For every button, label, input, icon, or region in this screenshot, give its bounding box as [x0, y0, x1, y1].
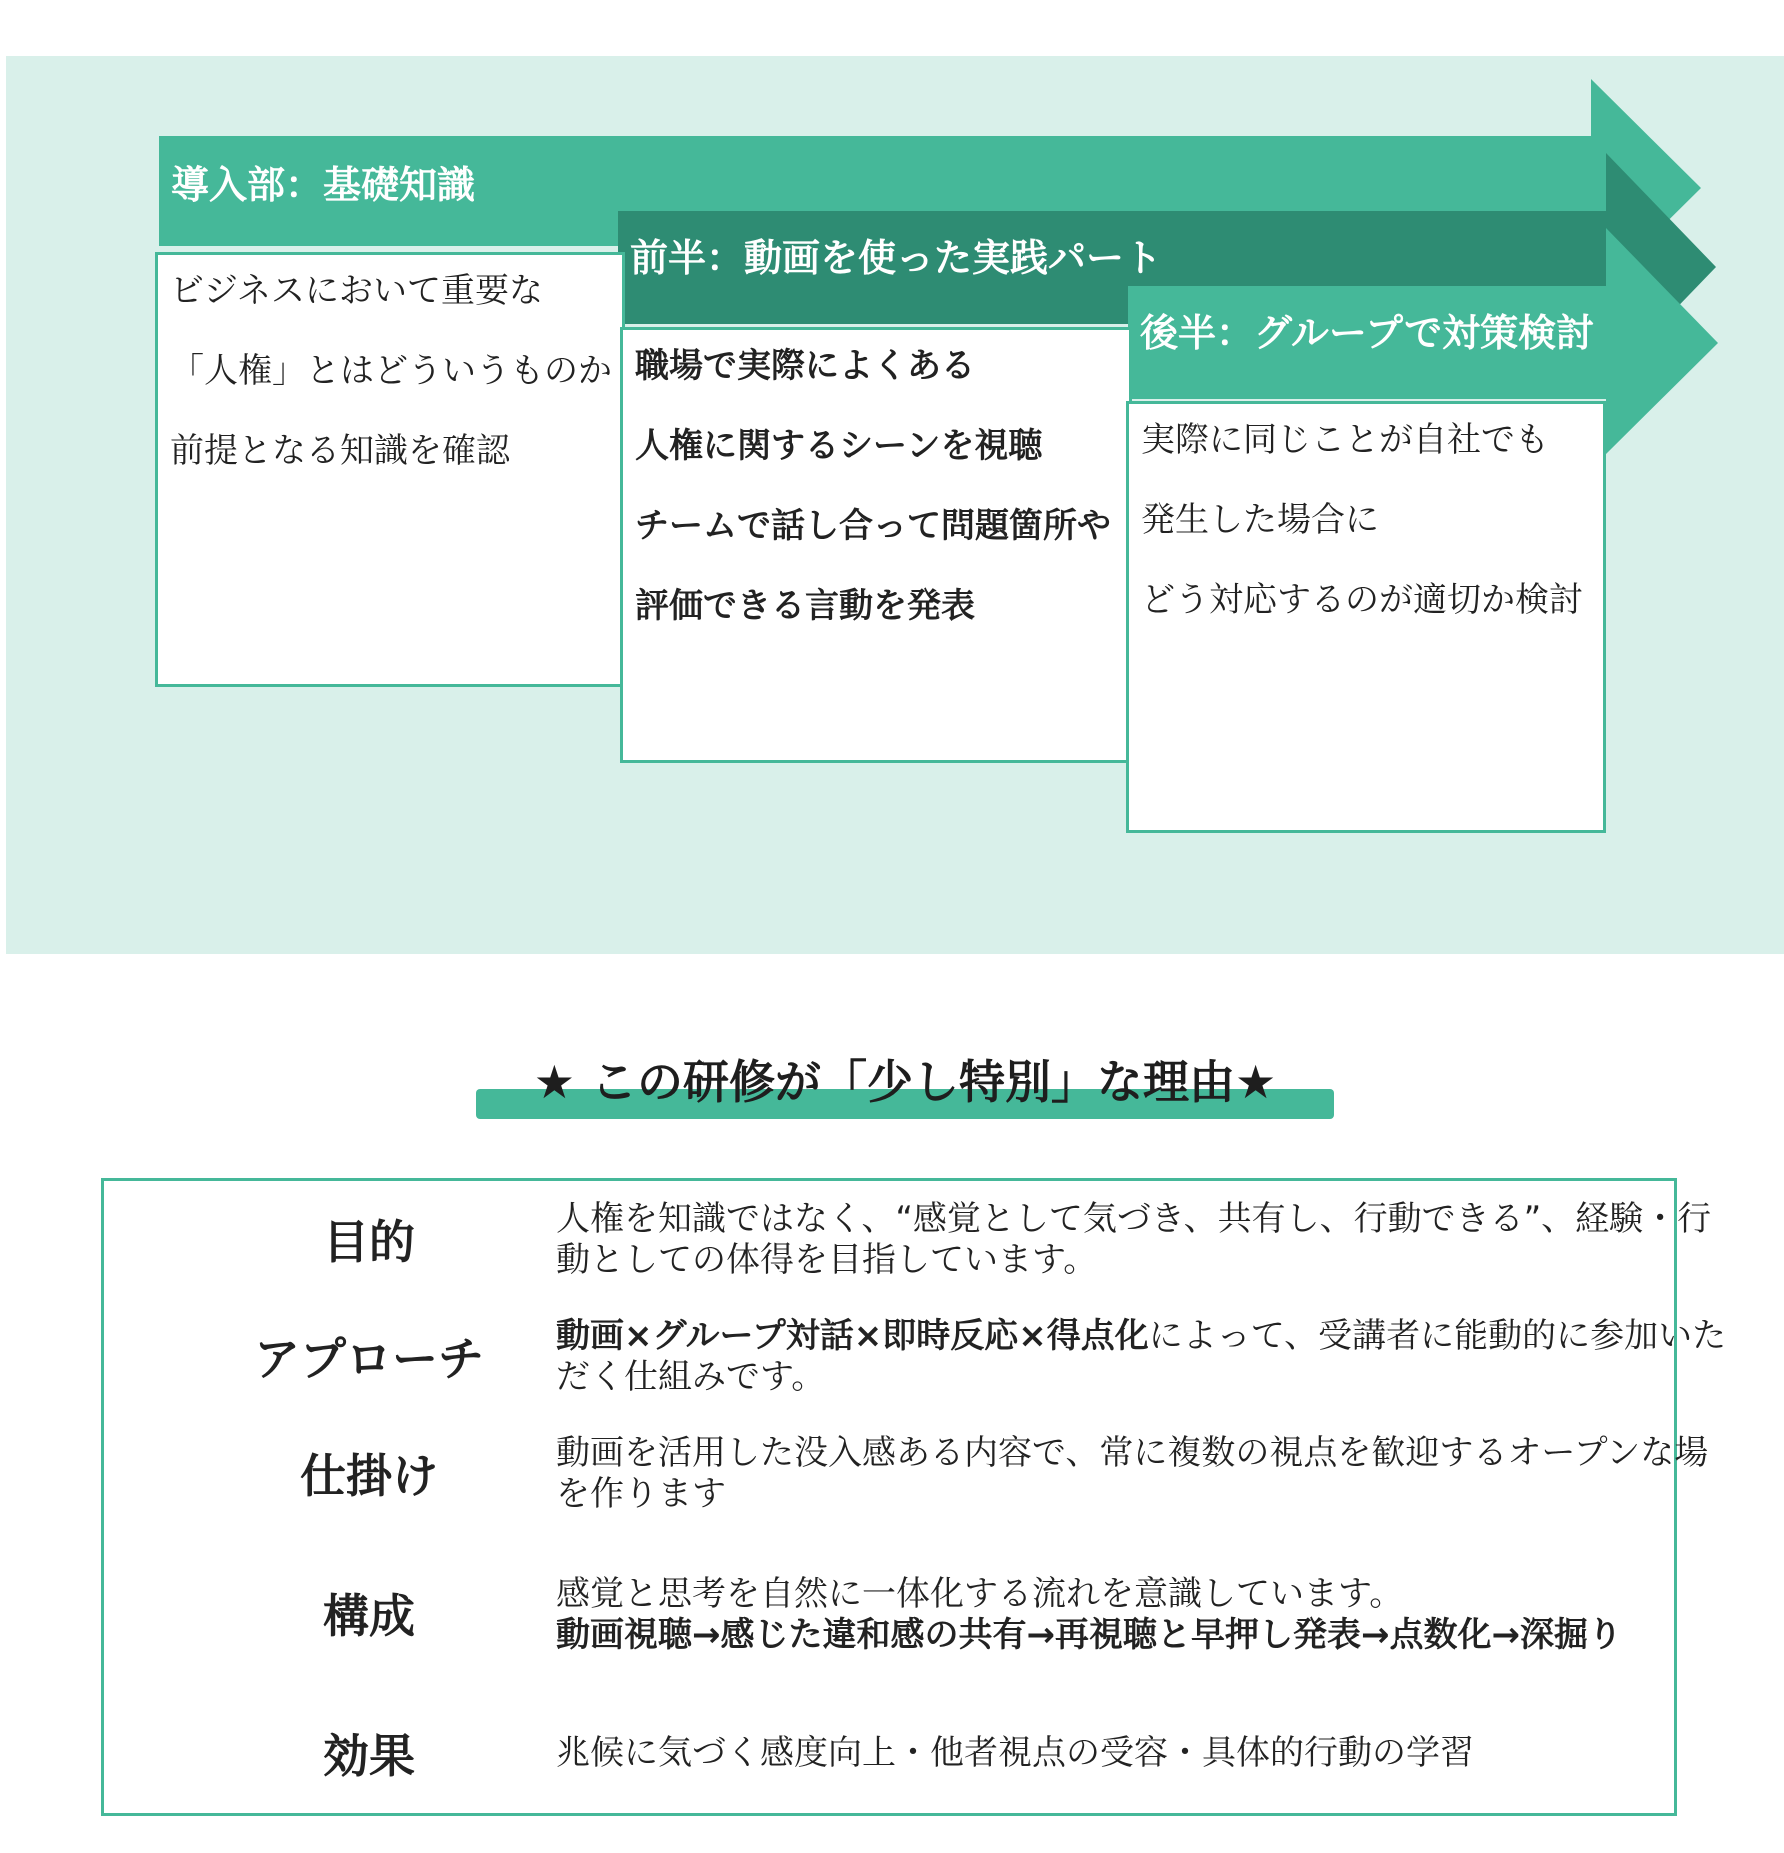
- step-second-half-title: 後半：グループで対策検討: [1140, 311, 1595, 355]
- reasons-table: [101, 1178, 1727, 1816]
- step-intro-line: 「人権」とはどういうものか: [170, 351, 612, 391]
- step-intro-title: 導入部：基礎知識: [171, 163, 476, 207]
- row-text-rest: によって、受講者に能動的に参加いただく仕組みです。: [556, 1316, 1727, 1397]
- row-text: 人権を知識ではなく、“感覚として気づき、共有し、行動できる”、経験・行動としての体得を目指しています。: [556, 1199, 1712, 1280]
- step-first-half-line: 評価できる言動を発表: [635, 586, 975, 626]
- step-first-half-line: 人権に関するシーンを視聴: [635, 426, 1043, 466]
- row-text: 感覚と思考を自然に一体化する流れを意識しています。: [556, 1574, 1404, 1614]
- row-text: 兆候に気づく感度向上・他者視点の受容・具体的行動の学習: [556, 1733, 1474, 1773]
- step-first-half-box: [620, 327, 1132, 763]
- step-first-half-line: チームで話し合って問題箇所や: [635, 506, 1111, 546]
- row-label-effect: 効果: [323, 1729, 415, 1783]
- row-label-structure: 構成: [323, 1589, 415, 1643]
- step-intro-box: [155, 252, 625, 687]
- row-label-mechanism: 仕掛け: [300, 1449, 438, 1503]
- step-first-half-title: 前半：動画を使った実践パート: [630, 236, 1163, 280]
- row-text: 動画を活用した没入感ある内容で、常に複数の視点を歓迎するオープンな場を作ります: [556, 1433, 1709, 1514]
- row-label-purpose: 目的: [323, 1215, 415, 1269]
- reasons-title: ★ この研修が「少し特別」な理由★: [533, 1055, 1277, 1109]
- row-text: [556, 1316, 1736, 1398]
- row-body-purpose: [556, 1199, 1736, 1281]
- row-bold-text: 動画視聴→感じた違和感の共有→再視聴と早押し発表→点数化→深掘り: [556, 1615, 1622, 1655]
- row-body-mechanism: [556, 1433, 1736, 1515]
- row-body-structure: [556, 1574, 1736, 1656]
- step-second-half-line: 実際に同じことが自社でも: [1141, 420, 1549, 460]
- row-body-effect: [556, 1733, 1736, 1774]
- step-second-half-line: 発生した場合に: [1141, 500, 1379, 540]
- step-second-half-box: [1126, 401, 1606, 833]
- step-intro-line: ビジネスにおいて重要な: [170, 271, 543, 311]
- step-second-half-line: どう対応するのが適切か検討: [1141, 580, 1583, 620]
- row-body-approach: [556, 1316, 1736, 1398]
- row-label-approach: アプローチ: [254, 1332, 484, 1386]
- step-first-half-line: 職場で実際によくある: [635, 346, 975, 386]
- training-flow-panel: [6, 56, 1784, 954]
- row-bold-text: 動画×グループ対話×即時反応×得点化: [556, 1316, 1149, 1356]
- step-intro-line: 前提となる知識を確認: [170, 431, 510, 471]
- reasons-heading: [476, 1057, 1334, 1117]
